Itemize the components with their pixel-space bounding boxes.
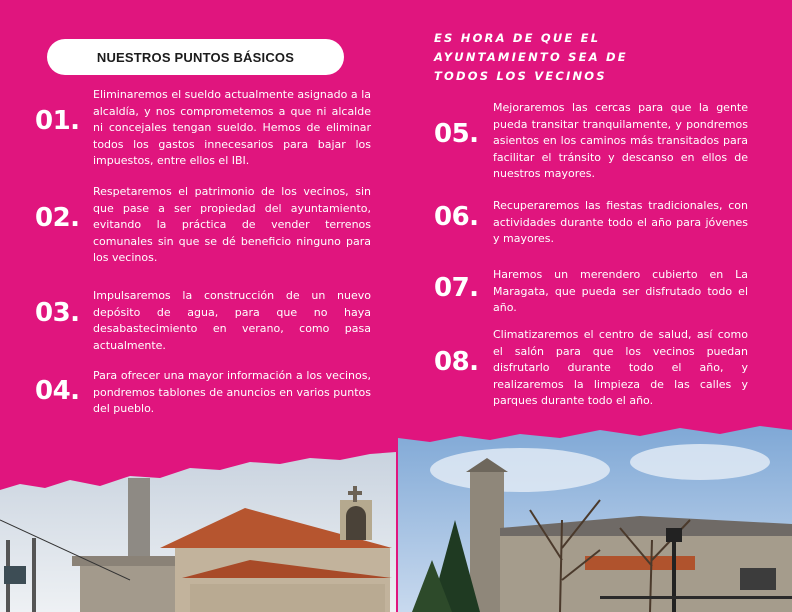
point-text-08: Climatizaremos el centro de salud, así como el salón para que los vecinos puedan disfrutarlo durante todo el año, y realizaremos la limpieza de las calles y parques durante todo el año.	[493, 328, 748, 408]
church-photo-right	[398, 426, 792, 612]
point-text-06: Recuperaremos las fiestas tradicionales, con actividades durante todo el año para jóvenes y mayores.	[493, 199, 748, 246]
point-number-05: 05.	[434, 119, 479, 149]
point-number-08: 08.	[434, 347, 479, 377]
slogan-line: AYUNTAMIENTO SEA DE	[434, 50, 628, 64]
point-text-07: Haremos un merendero cubierto en La Maragata, que pueda ser disfrutado todo el año.	[493, 268, 748, 315]
point-text-05: Mejoraremos las cercas para que la gente pueda transitar tranquilamente, y pondremos asientos en los caminos más transitados para facilitar el tránsito y descanso en ellos de nuestros mayores.	[493, 101, 748, 181]
point-text-04: Para ofrecer una mayor información a los vecinos, pondremos tablones de anuncios en varios puntos del pueblo.	[93, 369, 371, 416]
point-number-06: 06.	[434, 202, 479, 232]
point-number-04: 04.	[35, 376, 80, 406]
point-number-03: 03.	[35, 298, 80, 328]
point-number-07: 07.	[434, 273, 479, 303]
point-text-03: Impulsaremos la construcción de un nuevo depósito de agua, para que no haya desabastecimiento en verano, como pasa actualmente.	[93, 289, 371, 352]
slogan-line: ES HORA DE QUE EL	[434, 31, 601, 45]
point-text-02: Respetaremos el patrimonio de los vecinos, sin que pase a ser propiedad del ayuntamiento, evitando la práctica de vender terrenos comunales sin que se dé beneficio ninguno para los vecinos.	[93, 185, 371, 265]
church-photo-left	[0, 452, 396, 612]
point-number-01: 01.	[35, 106, 80, 136]
point-text-01: Eliminaremos el sueldo actualmente asignado a la alcaldía, y nos comprometemos a que ni alcalde ni concejales tengan sueldo. Hemos de eliminar todos los gastos innecesarios para bajar los impuestos, entre ellos el IBI.	[93, 88, 371, 168]
slogan-line: TODOS LOS VECINOS	[434, 69, 607, 83]
point-number-02: 02.	[35, 203, 80, 233]
section-title: NUESTROS PUNTOS BÁSICOS	[96, 49, 295, 65]
